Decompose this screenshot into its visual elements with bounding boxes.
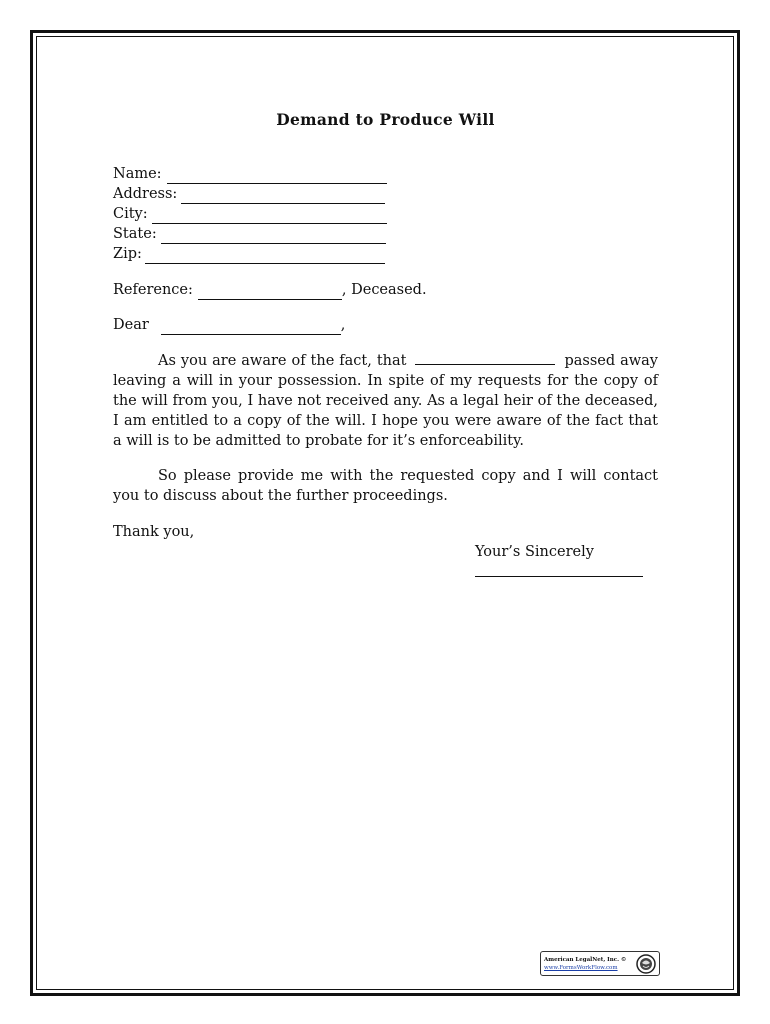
footer-logo[interactable] <box>540 951 660 976</box>
name-label: Name: <box>113 166 162 182</box>
state-blank-line[interactable] <box>161 229 386 244</box>
state-label: State: <box>113 226 157 242</box>
paragraph-1-part-2: passed away leaving a will in your possession. In spite of my requests for the copy of the will from you, I have not received any. As a legal heir of the deceased, I am entitled to a copy of the will. I hope you were aware of the fact that a will is to be admitted to probate for it’s enforceability. <box>113 353 659 449</box>
logo-url-link[interactable]: www.FormsWorkFlow.com <box>544 964 618 971</box>
recipient-blank-line[interactable] <box>161 320 341 335</box>
salutation-text: Dear <box>113 317 149 333</box>
address-blank-line[interactable] <box>181 189 385 204</box>
sender-fields <box>113 164 387 264</box>
logo-company-name: American LegalNet, Inc. © <box>544 956 627 963</box>
paragraph-2-text: So please provide me with the requested copy and I will contact you to discuss about the further proceedings. <box>113 468 658 504</box>
paragraph-1-part-1: As you are aware of the fact, that <box>158 353 407 369</box>
thanks-text: Thank you, <box>113 524 195 540</box>
reference-blank-line[interactable] <box>198 285 342 300</box>
city-blank-line[interactable] <box>152 209 387 224</box>
name-blank-line[interactable] <box>167 169 387 184</box>
deceased-blank-line[interactable] <box>415 350 555 365</box>
salutation-comma: , <box>340 317 346 333</box>
document-title: Demand to Produce Will <box>276 110 495 129</box>
zip-row <box>113 244 387 264</box>
city-label: City: <box>113 206 148 222</box>
paragraph-2 <box>113 466 658 506</box>
city-row <box>113 204 387 224</box>
address-label: Address: <box>113 186 178 202</box>
paragraph-1 <box>113 350 658 451</box>
state-row <box>113 224 387 244</box>
salutation-line <box>113 315 345 335</box>
reference-line <box>113 280 427 300</box>
address-row <box>113 184 387 204</box>
reference-suffix: , Deceased. <box>341 282 427 298</box>
reference-label: Reference: <box>113 282 193 298</box>
zip-label: Zip: <box>113 246 142 262</box>
signature-line[interactable] <box>475 576 643 577</box>
closing-text: Your’s Sincerely <box>475 544 594 560</box>
zip-blank-line[interactable] <box>145 249 385 264</box>
globe-logo-icon <box>636 954 656 974</box>
name-row <box>113 164 387 184</box>
